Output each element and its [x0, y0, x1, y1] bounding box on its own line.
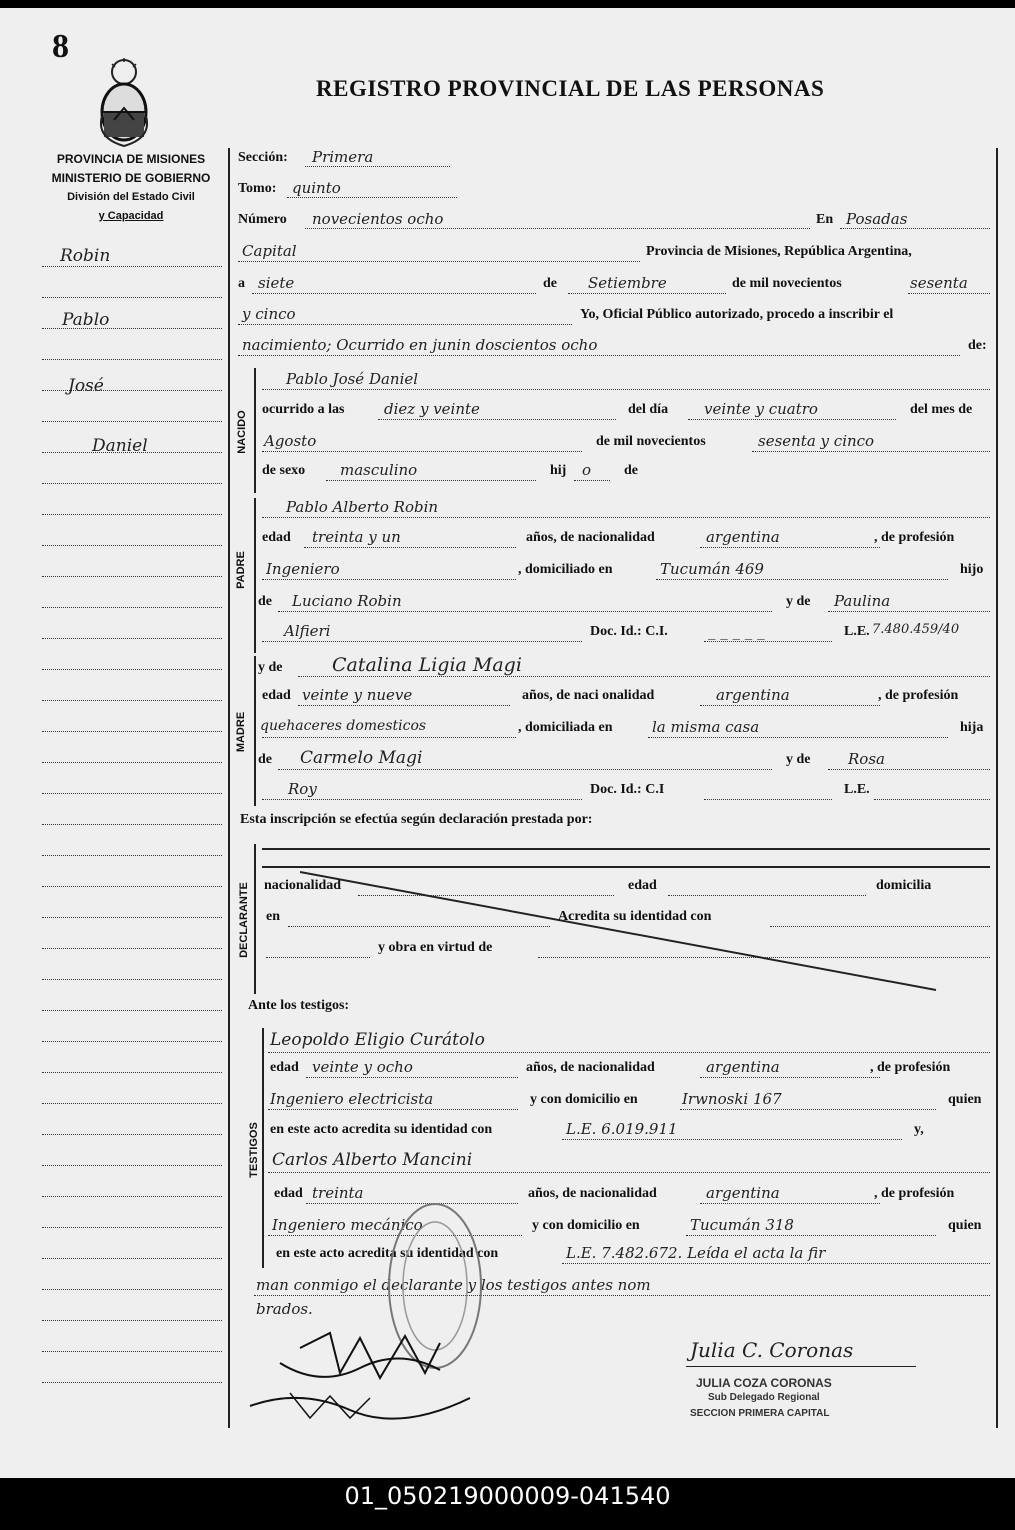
- declarante-edad-label: edad: [628, 878, 657, 893]
- madre-nacionalidad-label: años, de naci onalidad: [522, 688, 655, 703]
- testigo1-domicilio-label: y con domicilio en: [530, 1092, 638, 1107]
- sexo-value: masculino: [340, 461, 418, 479]
- mil-text: de mil novecientos: [732, 276, 842, 291]
- testigo1-quien-label: quien: [948, 1092, 982, 1107]
- numero-value: novecientos ocho: [312, 210, 444, 228]
- declarante-obra-label: y obra en virtud de: [378, 940, 493, 955]
- margin-rule-line: [42, 1103, 222, 1104]
- provincia-text: Provincia de Misiones, República Argentina,: [646, 244, 912, 259]
- tomo-label: Tomo:: [238, 181, 277, 196]
- oficial-firma: Julia C. Coronas: [690, 1338, 854, 1362]
- margin-rule-line: [42, 545, 222, 546]
- dia-nacimiento-value: veinte y cuatro: [704, 400, 818, 418]
- padre-nombre: Pablo Alberto Robin: [286, 498, 439, 516]
- cierre-linea-2: brados.: [256, 1300, 313, 1318]
- margin-rule-line: [42, 1165, 222, 1166]
- declarante-bracket: [254, 844, 256, 994]
- de-label: de: [543, 276, 557, 291]
- margin-rule: [228, 148, 230, 1428]
- sello-nombre: JULIA COZA CORONAS: [696, 1376, 832, 1390]
- madre-y-de-label-2: y de: [786, 752, 811, 767]
- padre-edad-label: edad: [262, 530, 291, 545]
- margin-rule-line: [42, 607, 222, 608]
- margin-rule-line: [42, 1258, 222, 1259]
- madre-profesion-value: quehaceres domesticos: [260, 718, 427, 734]
- declarante-acredita-label: Acredita su identidad con: [558, 909, 712, 924]
- madre-edad-label: edad: [262, 688, 291, 703]
- capacity-line: y Capacidad: [98, 210, 164, 222]
- madre-y-de-label: y de: [258, 660, 283, 675]
- margin-surname: Robin: [60, 246, 111, 266]
- testigos-section-label: TESTIGOS: [248, 1122, 260, 1178]
- declarante-nacionalidad-label: nacionalidad: [264, 878, 342, 893]
- testigo2-documento: L.E. 7.482.672. Leída el acta la fir: [566, 1244, 826, 1262]
- margin-rule-line: [42, 297, 222, 298]
- padre-bracket: [254, 498, 256, 653]
- padre-domicilio-value: Tucumán 469: [660, 560, 764, 578]
- margin-rule-line: [42, 1010, 222, 1011]
- margin-rule-line: [42, 979, 222, 980]
- document-title: REGISTRO PROVINCIAL DE LAS PERSONAS: [316, 76, 825, 101]
- madre-nombre: Catalina Ligia Magi: [332, 654, 522, 676]
- madre-doc-label: Doc. Id.: C.I: [590, 782, 665, 797]
- padre-nacionalidad-value: argentina: [706, 528, 780, 546]
- signature-scribbles: [240, 1318, 480, 1428]
- margin-rule-line: [42, 421, 222, 422]
- madre-nacionalidad-value: argentina: [716, 686, 790, 704]
- del-dia-label: del día: [628, 402, 669, 417]
- madre-bracket: [254, 656, 256, 806]
- nacido-section-label: NACIDO: [236, 410, 248, 454]
- padre-domicilio-label: , domiciliado en: [518, 562, 613, 577]
- testigo2-edad-label: edad: [274, 1186, 303, 1201]
- margin-rule-line: [42, 917, 222, 918]
- margin-rule-line: [42, 359, 222, 360]
- padre-le-label: L.E.: [844, 624, 870, 639]
- madre-hija-label: hija: [960, 720, 984, 735]
- madre-domicilio-value: la misma casa: [652, 718, 760, 736]
- margin-rule-line: [42, 793, 222, 794]
- nacido-nombre: Pablo José Daniel: [286, 370, 419, 388]
- en-label: En: [816, 212, 834, 227]
- margin-rule-line: [42, 483, 222, 484]
- padre-madre-nombre: Paulina: [834, 592, 891, 610]
- sello-seccion: SECCION PRIMERA CAPITAL: [690, 1408, 830, 1419]
- padre-hijo-label: hijo: [960, 562, 984, 577]
- hij-de-label: de: [624, 463, 638, 478]
- anio-nacimiento-value: sesenta y cinco: [758, 432, 875, 450]
- mil-label: de mil novecientos: [596, 434, 706, 449]
- padre-madre-apellido: Alfieri: [284, 622, 331, 640]
- madre-profesion-label: , de profesión: [878, 688, 959, 703]
- madre-madre-nombre: Rosa: [848, 750, 885, 768]
- declarante-section-label: DECLARANTE: [238, 882, 250, 958]
- margin-rule-line: [42, 700, 222, 701]
- margin-rule-line: [42, 886, 222, 887]
- coat-of-arms-icon: [96, 58, 152, 150]
- padre-doc-label: Doc. Id.: C.I.: [590, 624, 668, 639]
- testigo2-edad-value: treinta: [312, 1184, 364, 1202]
- padre-le-value: 7.480.459/40: [872, 622, 960, 637]
- dia-value: siete: [258, 274, 295, 292]
- right-border: [996, 148, 998, 1428]
- margin-name-2: José: [68, 376, 104, 396]
- testigo1-documento: L.E. 6.019.911: [566, 1120, 678, 1138]
- seccion-value: Primera: [312, 148, 374, 166]
- en-value: Posadas: [846, 210, 908, 228]
- testigo2-domicilio-label: y con domicilio en: [532, 1218, 640, 1233]
- testigos-bracket: [262, 1028, 264, 1268]
- margin-rule-line: [42, 1320, 222, 1321]
- margin-rule-line: [42, 824, 222, 825]
- margin-rule-line: [42, 576, 222, 577]
- mes-value: Setiembre: [588, 274, 667, 292]
- margin-rule-line: [42, 266, 222, 267]
- testigo2-profesion-value: Ingeniero mecánico: [272, 1216, 423, 1234]
- declarante-en-label: en: [266, 909, 280, 924]
- hij-label: hij: [550, 463, 567, 478]
- testigo2-quien-label: quien: [948, 1218, 982, 1233]
- margin-rule-line: [42, 948, 222, 949]
- division-line: División del Estado Civil: [67, 191, 195, 203]
- numero-label: Número: [238, 212, 287, 227]
- padre-profesion-label: , de profesión: [874, 530, 955, 545]
- nacimiento-value: nacimiento; Ocurrido en junin doscientos ocho: [242, 336, 598, 354]
- document-page: [0, 8, 1015, 1478]
- margin-rule-line: [42, 1227, 222, 1228]
- testigo2-profesion-label: , de profesión: [874, 1186, 955, 1201]
- margin-rule-line: [42, 1041, 222, 1042]
- declaracion-text: Esta inscripción se efectúa según declaración prestada por:: [240, 812, 593, 827]
- madre-padre-nombre: Carmelo Magi: [300, 748, 423, 768]
- province-line: PROVINCIA DE MISIONES: [56, 152, 206, 166]
- testigo2-nombre: Carlos Alberto Mancini: [272, 1150, 473, 1170]
- seccion-label: Sección:: [238, 150, 288, 165]
- anio-value-2: y cinco: [242, 305, 296, 323]
- margin-rule-line: [42, 855, 222, 856]
- margin-rule-line: [42, 1351, 222, 1352]
- cierre-linea-1: man conmigo el declarante y los testigos antes nom: [256, 1276, 651, 1294]
- margin-rule-line: [42, 1196, 222, 1197]
- padre-profesion-value: Ingeniero: [266, 560, 340, 578]
- margin-rule-line: [42, 731, 222, 732]
- testigo2-acredita-label: en este acto acredita su identidad con: [276, 1246, 499, 1261]
- ocurrido-label: ocurrido a las: [262, 402, 345, 417]
- margin-rule-line: [42, 1289, 222, 1290]
- madre-le-label: L.E.: [844, 782, 870, 797]
- padre-edad-value: treinta y un: [312, 528, 401, 546]
- margin-name-3: Daniel: [92, 436, 148, 456]
- testigo2-nacionalidad-label: años, de nacionalidad: [528, 1186, 657, 1201]
- margin-rule-line: [42, 762, 222, 763]
- margin-rule-line: [42, 514, 222, 515]
- hij-value: o: [582, 461, 592, 479]
- testigo2-domicilio-value: Tucumán 318: [690, 1216, 794, 1234]
- cancel-diagonal: [300, 870, 940, 994]
- padre-section-label: PADRE: [235, 551, 247, 589]
- madre-de-label: de: [258, 752, 272, 767]
- de-end-label: de:: [968, 338, 987, 353]
- margin-name-1: Pablo: [62, 310, 110, 330]
- sello-cargo: Sub Delegado Regional: [708, 1392, 820, 1403]
- lugar-value: Capital: [242, 242, 297, 260]
- testigo1-domicilio-value: Irwnoski 167: [682, 1090, 782, 1108]
- margin-rule-line: [42, 1134, 222, 1135]
- padre-de-label: de: [258, 594, 272, 609]
- margin-rule-line: [42, 1072, 222, 1073]
- hora-value: diez y veinte: [384, 400, 480, 418]
- testigo1-edad-value: veinte y ocho: [312, 1058, 413, 1076]
- testigo1-profesion-label: , de profesión: [870, 1060, 951, 1075]
- testigo1-profesion-value: Ingeniero electricista: [270, 1090, 434, 1108]
- madre-edad-value: veinte y nueve: [302, 686, 413, 704]
- tomo-value: quinto: [292, 179, 341, 197]
- testigo1-acredita-label: en este acto acredita su identidad con: [270, 1122, 493, 1137]
- oficial-text: Yo, Oficial Público autorizado, procedo a inscribir el: [580, 307, 894, 322]
- madre-section-label: MADRE: [235, 711, 247, 753]
- margin-rule-line: [42, 1382, 222, 1383]
- padre-doc-value: _ _ _ _ _: [708, 622, 765, 640]
- page-number: 8: [52, 28, 69, 65]
- issuing-authority: [36, 150, 226, 226]
- anio-value: sesenta: [910, 274, 968, 292]
- margin-rule-line: [42, 638, 222, 639]
- footer-image-id: 01_050219000009-041540: [344, 1482, 671, 1510]
- madre-domicilio-label: , domiciliada en: [518, 720, 613, 735]
- a-label: a: [238, 276, 245, 291]
- mes-nacimiento-value: Agosto: [264, 432, 317, 450]
- padre-nacionalidad-label: años, de nacionalidad: [526, 530, 655, 545]
- testigo2-nacionalidad-value: argentina: [706, 1184, 780, 1202]
- testigos-intro: Ante los testigos:: [248, 998, 350, 1013]
- testigo1-nacionalidad-value: argentina: [706, 1058, 780, 1076]
- margin-rule-line: [42, 669, 222, 670]
- padre-padre-nombre: Luciano Robin: [292, 592, 402, 610]
- testigo1-nombre: Leopoldo Eligio Curátolo: [270, 1030, 485, 1050]
- declarante-domicilio-label: domicilia: [876, 878, 932, 893]
- testigo1-nacionalidad-label: años, de nacionalidad: [526, 1060, 655, 1075]
- sexo-label: de sexo: [262, 463, 306, 478]
- testigo1-y-label: y,: [914, 1122, 924, 1137]
- del-mes-label: del mes de: [910, 402, 973, 417]
- madre-madre-apellido: Roy: [288, 780, 317, 798]
- nacido-bracket: [254, 368, 256, 493]
- ministry-line: MINISTERIO DE GOBIERNO: [51, 171, 211, 185]
- testigo1-edad-label: edad: [270, 1060, 299, 1075]
- padre-y-de-label: y de: [786, 594, 811, 609]
